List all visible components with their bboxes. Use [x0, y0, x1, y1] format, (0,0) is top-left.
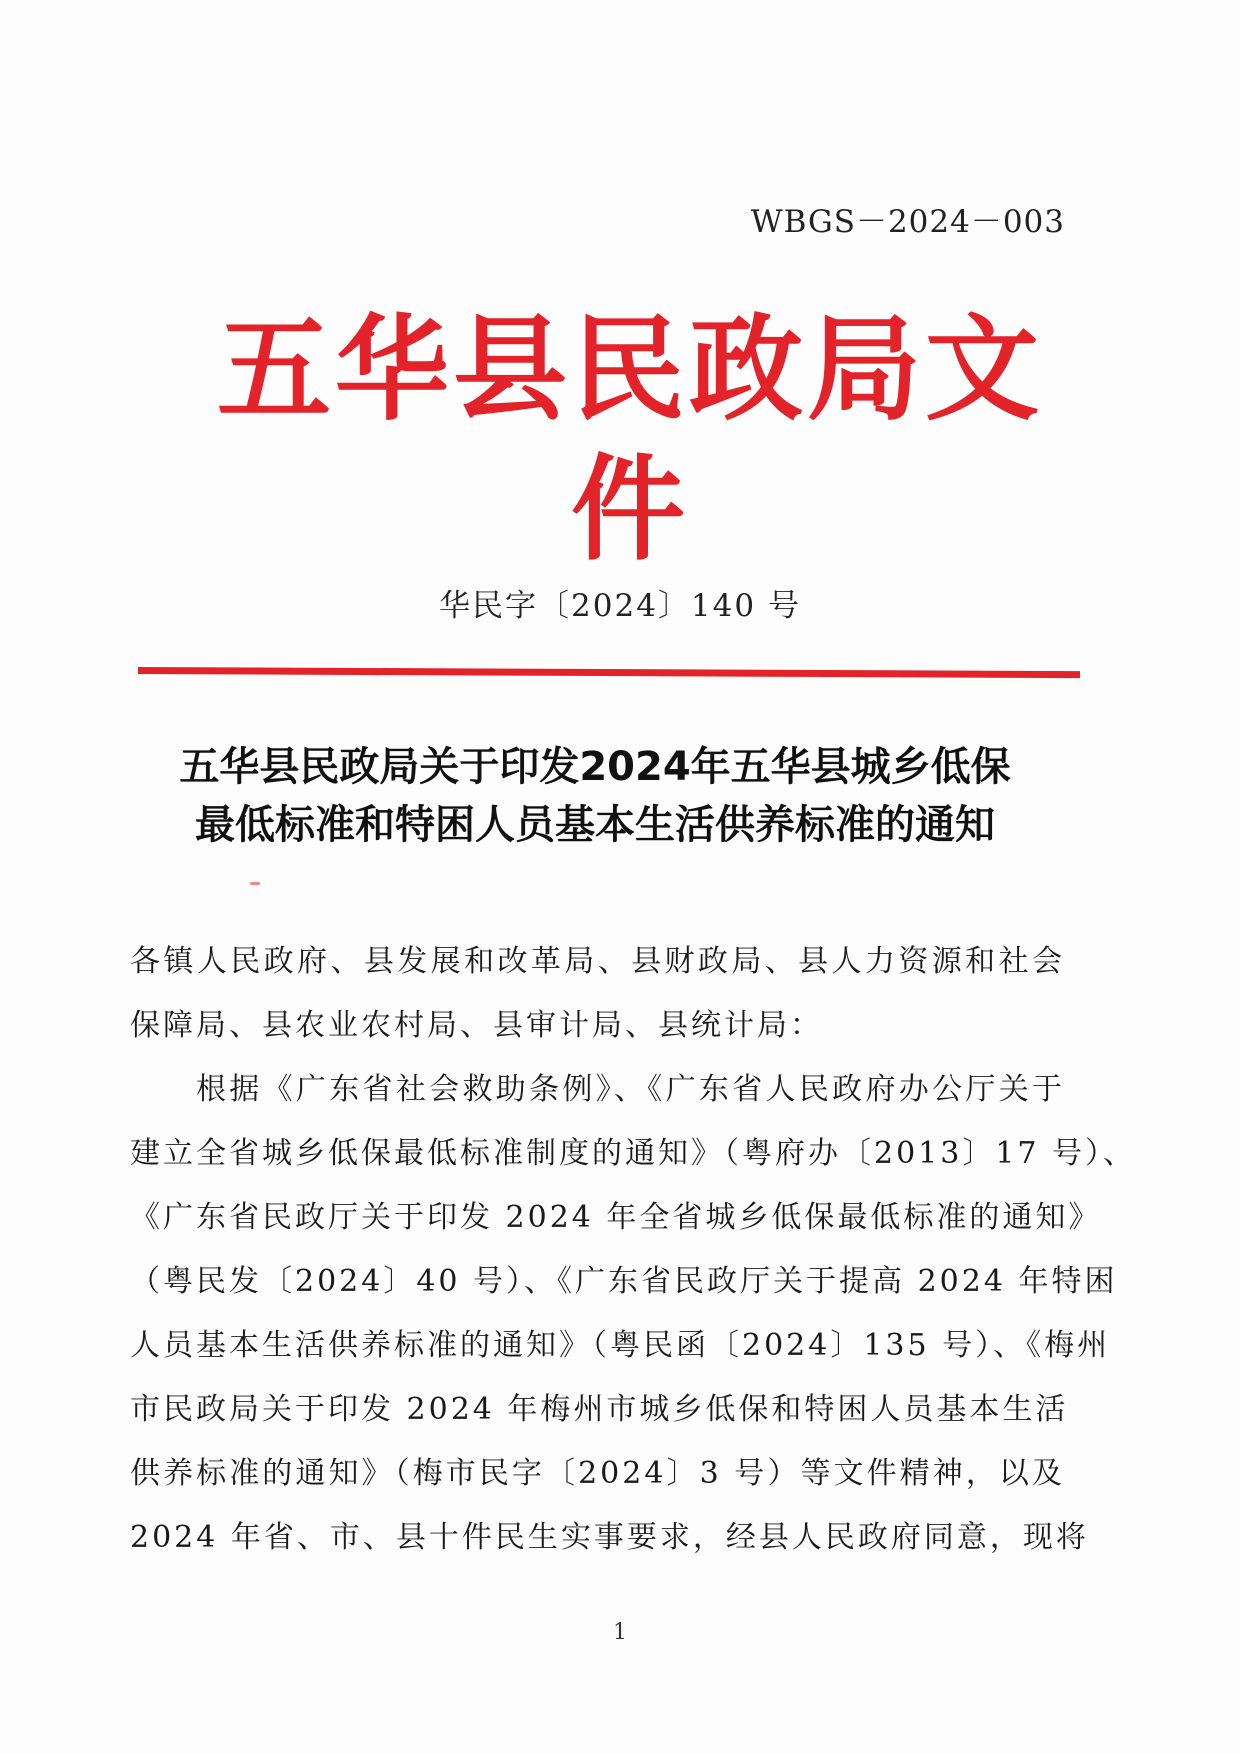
body-line-7: 人员基本生活供养标准的通知》（粤民函〔2024〕135 号）、《梅州 — [130, 1328, 1111, 1363]
scan-mark — [250, 882, 260, 885]
body-line-9: 供养标准的通知》（梅市民字〔2024〕3 号）等文件精神，以及 — [130, 1456, 1065, 1491]
body-text — [130, 930, 1137, 1570]
body-line-5: 《广东省民政厅关于印发 2024 年全省城乡低保最低标准的通知》 — [130, 1200, 1102, 1235]
body-line-6: （粤民发〔2024〕40 号）、《广东省民政厅关于提高 2024 年特困 — [130, 1264, 1118, 1299]
notice-title — [130, 738, 1060, 854]
body-line-recipients-1: 各镇人民政府、县发展和改革局、县财政局、县人力资源和社会 — [130, 944, 1065, 979]
body-line-3: 根据《广东省社会救助条例》、《广东省人民政府办公厅关于 — [196, 1072, 1065, 1107]
body-line-4: 建立全省城乡低保最低标准制度的通知》（粤府办〔2013〕17 号）、 — [130, 1136, 1137, 1171]
document-code: WBGS－2024－003 — [750, 204, 1065, 240]
body-line-8: 市民政局关于印发 2024 年梅州市城乡低保和特困人员基本生活 — [130, 1392, 1069, 1427]
notice-title-line-1: 五华县民政局关于印发2024年五华县城乡低保 — [179, 744, 1011, 790]
red-divider-line — [138, 667, 1080, 678]
page-number: 1 — [613, 1620, 627, 1645]
body-line-recipients-2: 保障局、县农业农村局、县审计局、县统计局： — [130, 1008, 823, 1043]
notice-title-line-2: 最低标准和特困人员基本生活供养标准的通知 — [195, 802, 995, 848]
body-line-10: 2024 年省、市、县十件民生实事要求，经县人民政府同意，现将 — [130, 1520, 1089, 1555]
masthead-title: 五华县民政局文件 — [216, 303, 1043, 576]
document-number: 华民字〔2024〕140 号 — [439, 588, 801, 624]
